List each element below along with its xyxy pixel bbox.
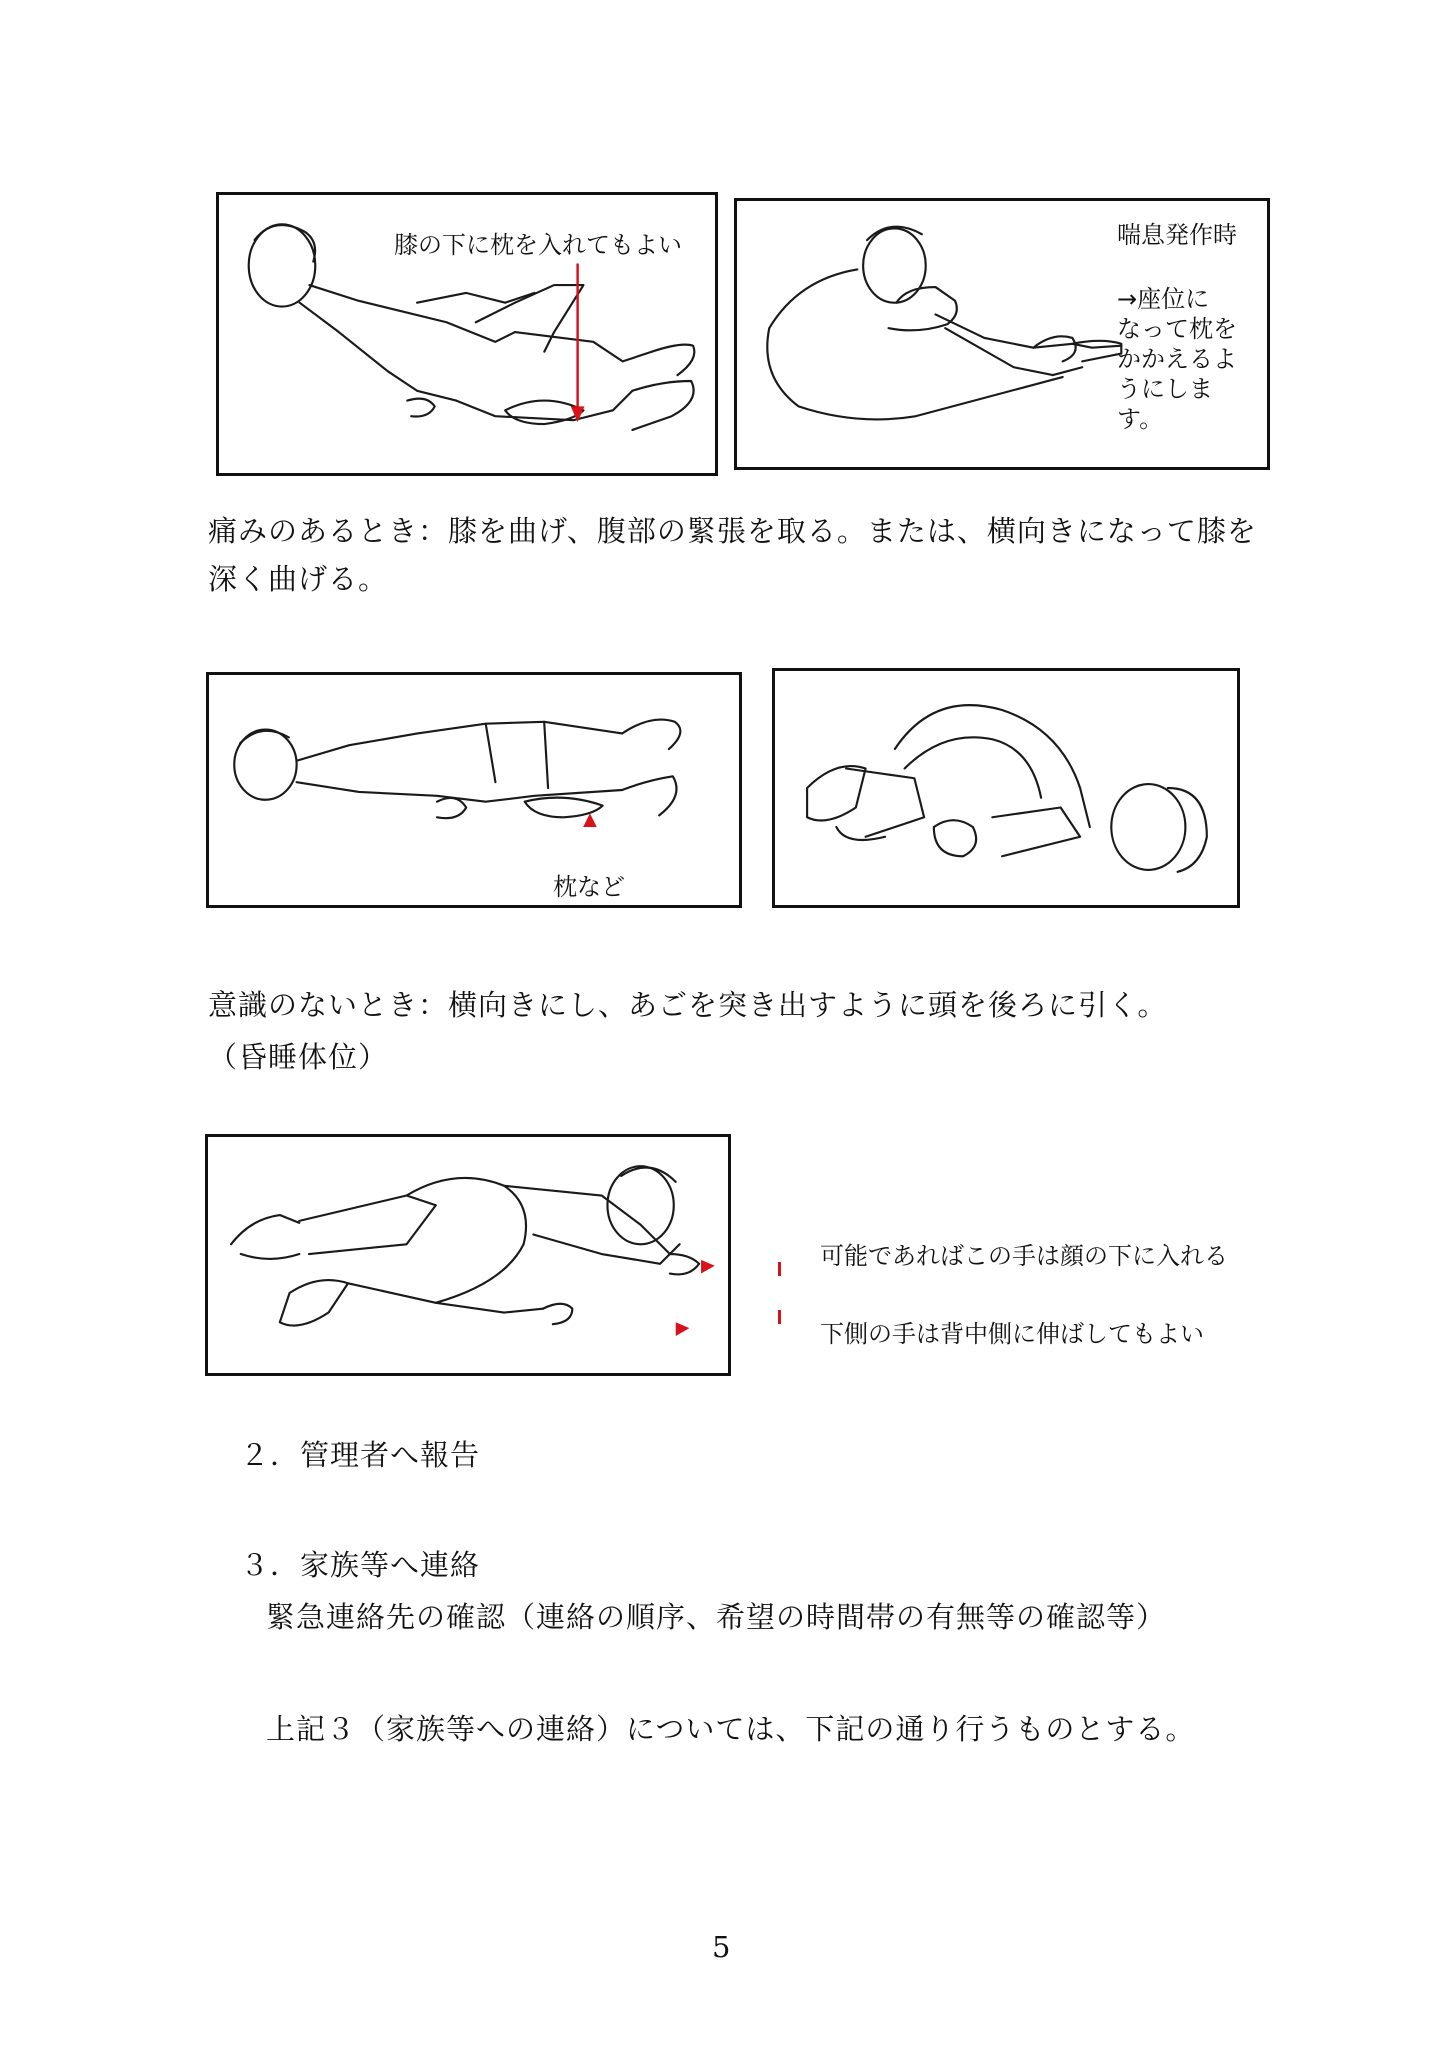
item-3-subtext: 緊急連絡先の確認（連絡の順序、希望の時間帯の有無等の確認等） (266, 1600, 1167, 1634)
red-tick-2 (778, 1310, 781, 1324)
figure-supine-knee-pillow (216, 192, 718, 476)
supine-pillow-illustration (209, 675, 739, 905)
figure-recovery-position (205, 1134, 731, 1376)
unconscious-instruction-line-1: 意識のないとき：横向きにし、あごを突き出すように頭を後ろに引く。 (208, 988, 1168, 1022)
asthma-label-line-2: なって枕を (1117, 315, 1237, 343)
item-2-report-manager: ２．管理者へ報告 (240, 1438, 481, 1472)
knee-pillow-label: 膝の下に枕を入れてもよい (394, 231, 682, 259)
asthma-label-line-5: す。 (1117, 405, 1164, 433)
hand-note-upper: 可能であればこの手は顔の下に入れる (820, 1242, 1228, 1270)
side-knees-bent-illustration (775, 671, 1237, 905)
asthma-label-line-4: うにしま (1117, 375, 1213, 403)
hand-note-lower: 下側の手は背中側に伸ばしてもよい (820, 1320, 1204, 1348)
asthma-label-line-1: →座位に (1117, 285, 1210, 313)
asthma-label-line-3: かかえるよ (1117, 345, 1237, 373)
figure-asthma-sitting (734, 198, 1270, 470)
pain-instruction-line-1: 痛みのあるとき：膝を曲げ、腹部の緊張を取る。または、横向きになって膝を (208, 514, 1257, 548)
recovery-position-illustration (208, 1137, 728, 1373)
figure-supine-pillow (206, 672, 742, 908)
unconscious-instruction-line-2: （昏睡体位） (208, 1040, 389, 1074)
item-3-note: 上記３（家族等への連絡）については、下記の通り行うものとする。 (266, 1712, 1196, 1746)
figure-side-knees-bent (772, 668, 1240, 908)
asthma-label-title: 喘息発作時 (1117, 221, 1237, 249)
pillow-label: 枕など (553, 873, 625, 901)
pain-instruction-line-2: 深く曲げる。 (208, 562, 389, 596)
item-3-contact-family: ３．家族等へ連絡 (240, 1548, 481, 1582)
page-number: 5 (712, 1930, 732, 1964)
red-tick-1 (778, 1262, 781, 1276)
